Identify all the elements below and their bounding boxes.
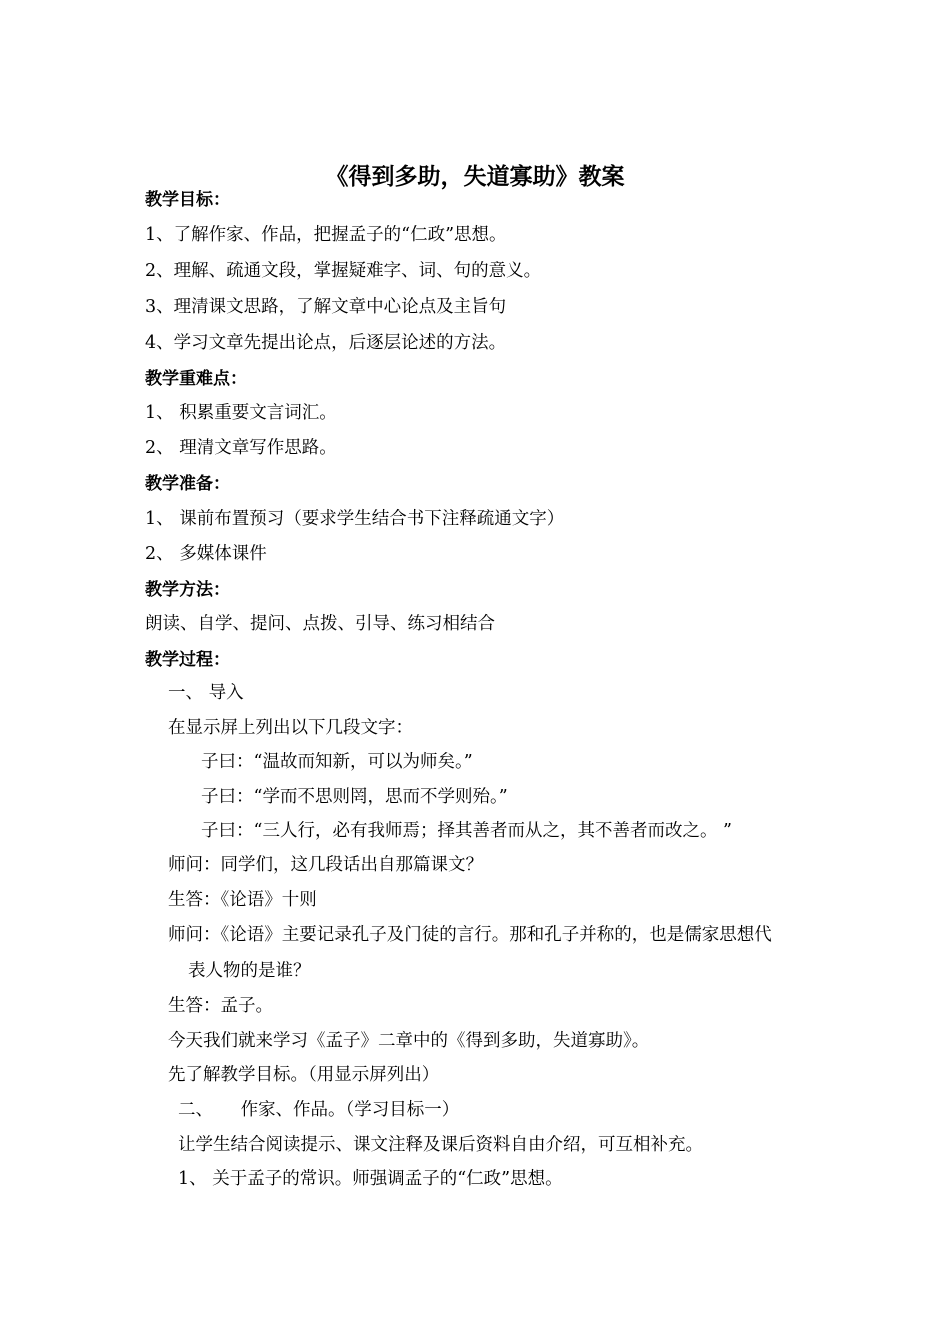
methods-text: 朗读、自学、提问、点拨、引导、练习相结合 [145, 614, 495, 634]
methods-heading: 教学方法： [145, 580, 230, 600]
goals-heading: 教学目标： [145, 190, 230, 210]
keypoint-item-2: 2、 理清文章写作思路。 [145, 438, 337, 458]
process-line: 在显示屏上列出以下几段文字： [168, 718, 413, 738]
goal-item-3: 3、理清课文思路，了解文章中心论点及主旨句 [145, 297, 507, 317]
process-line: 子曰：“三人行，必有我师焉；择其善者而从之，其不善者而改之。 ” [201, 821, 732, 841]
process-line: 1、 关于孟子的常识。师强调孟子的“仁政”思想。 [178, 1169, 563, 1189]
process-heading: 教学过程： [145, 650, 230, 670]
goal-item-2: 2、理解、疏通文段，掌握疑难字、词、句的意义。 [145, 261, 542, 281]
process-line: 子曰：“温故而知新，可以为师矣。” [201, 752, 473, 772]
keypoint-item-1: 1、 积累重要文言词汇。 [145, 403, 337, 423]
prep-item-2: 2、 多媒体课件 [145, 544, 267, 564]
process-line: 让学生结合阅读提示、课文注释及课后资料自由介绍，可互相补充。 [178, 1135, 703, 1155]
process-line: 二、 作家、作品。（学习目标一） [178, 1100, 460, 1120]
process-line: 先了解教学目标。（用显示屏列出） [168, 1065, 440, 1085]
process-line: 表人物的是谁？ [188, 961, 311, 981]
document-title: 《得到多助，失道寡助》教案 [325, 164, 625, 190]
goal-item-1: 1、了解作家、作品，把握孟子的“仁政”思想。 [145, 225, 507, 245]
prep-heading: 教学准备： [145, 474, 230, 494]
process-line: 今天我们就来学习《孟子》二章中的《得到多助，失道寡助》。 [168, 1031, 650, 1051]
goal-item-4: 4、学习文章先提出论点，后逐层论述的方法。 [145, 333, 507, 353]
process-line: 师问：《论语》主要记录孔子及门徒的言行。那和孔子并称的，也是儒家思想代 [168, 925, 772, 945]
prep-item-1: 1、 课前布置预习（要求学生结合书下注释疏通文字） [145, 509, 565, 529]
process-line: 一、 导入 [168, 683, 244, 703]
process-line: 子曰：“学而不思则罔，思而不学则殆。” [201, 787, 508, 807]
process-line: 生答：《论语》十则 [168, 890, 317, 910]
process-line: 生答：孟子。 [168, 996, 273, 1016]
keypoints-heading: 教学重难点： [145, 369, 247, 389]
process-line: 师问：同学们，这几段话出自那篇课文？ [168, 855, 483, 875]
